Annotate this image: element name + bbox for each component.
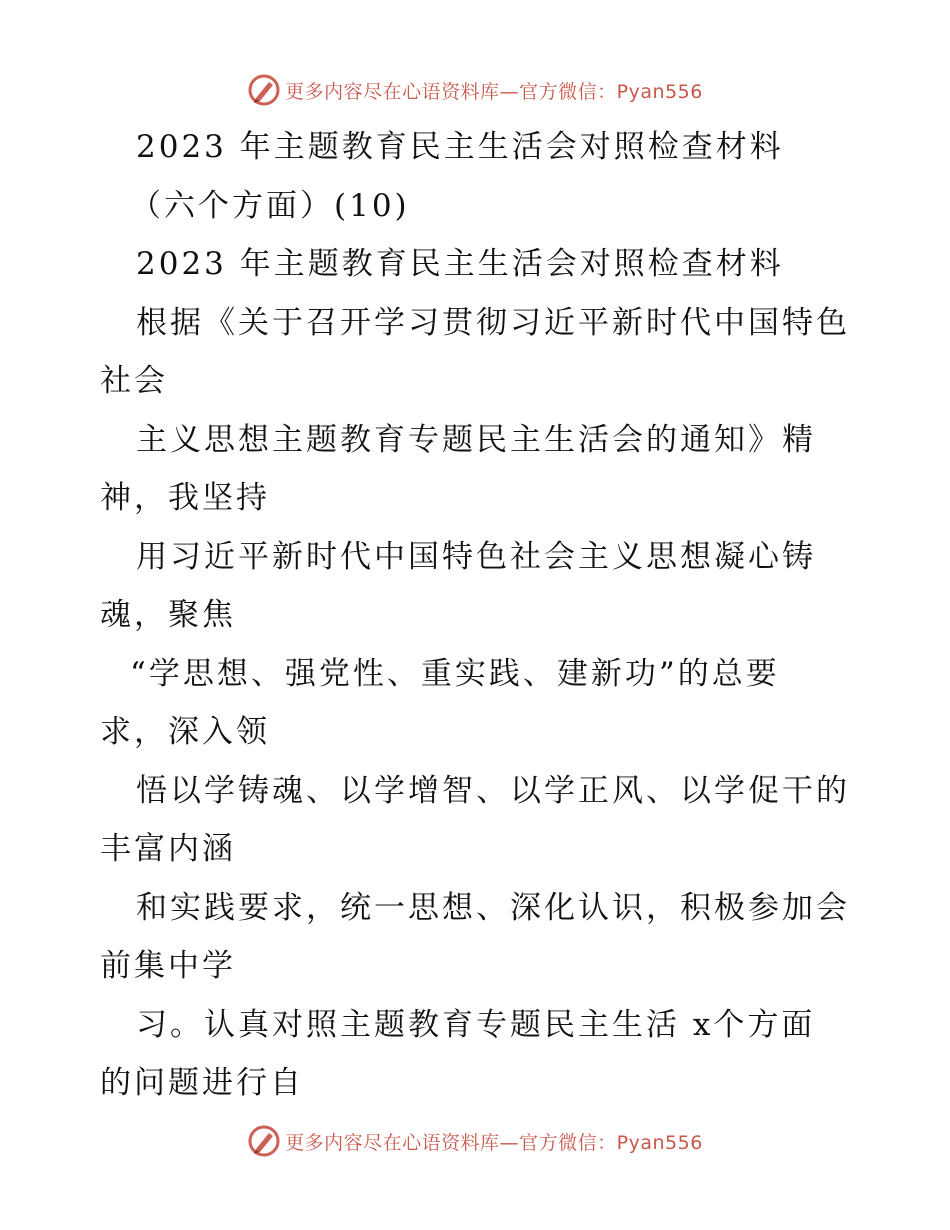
paragraph-line: 魂，聚焦 (100, 597, 236, 633)
pen-logo-icon (247, 73, 281, 107)
paragraph-line: “学思想、强党性、重实践、建新功”的总要 (130, 655, 780, 692)
paragraph-line: 前集中学 (100, 948, 236, 984)
paragraph-line: 用习近平新时代中国特色社会主义思想凝心铸 (136, 538, 816, 575)
watermark-text: 更多内容尽在心语资料库—官方微信：Pyan556 (285, 80, 703, 103)
footer-watermark (0, 1121, 950, 1161)
doc-heading: 2023 年主题教育民主生活会对照检查材料 (136, 246, 784, 282)
paragraph-line: 的问题进行自 (100, 1065, 304, 1101)
paragraph-line: 根据《关于召开学习贯彻习近平新时代中国特色 (136, 304, 850, 341)
paragraph-line: 悟以学铸魂、以学增智、以学正风、以学促干的 (136, 772, 850, 809)
document-body (100, 118, 860, 1113)
paragraph-line: 和实践要求，统一思想、深化认识，积极参加会 (136, 889, 850, 926)
paragraph-line: 主义思想主题教育专题民主生活会的通知》精 (136, 421, 816, 458)
paragraph-line: 丰富内涵 (100, 831, 236, 867)
paragraph-line: 求，深入领 (100, 714, 270, 750)
doc-title: 2023 年主题教育民主生活会对照检查材料 (136, 129, 784, 165)
paragraph-line: 神，我坚持 (100, 480, 270, 516)
header-watermark (0, 70, 950, 110)
doc-subtitle: （六个方面）(10) (130, 187, 410, 224)
paragraph-line: 习。认真对照主题教育专题民主生活 x个方面 (136, 1006, 816, 1043)
paragraph-line: 社会 (100, 363, 168, 399)
pen-logo-icon (247, 1124, 281, 1158)
watermark-text: 更多内容尽在心语资料库—官方微信：Pyan556 (285, 1131, 703, 1154)
